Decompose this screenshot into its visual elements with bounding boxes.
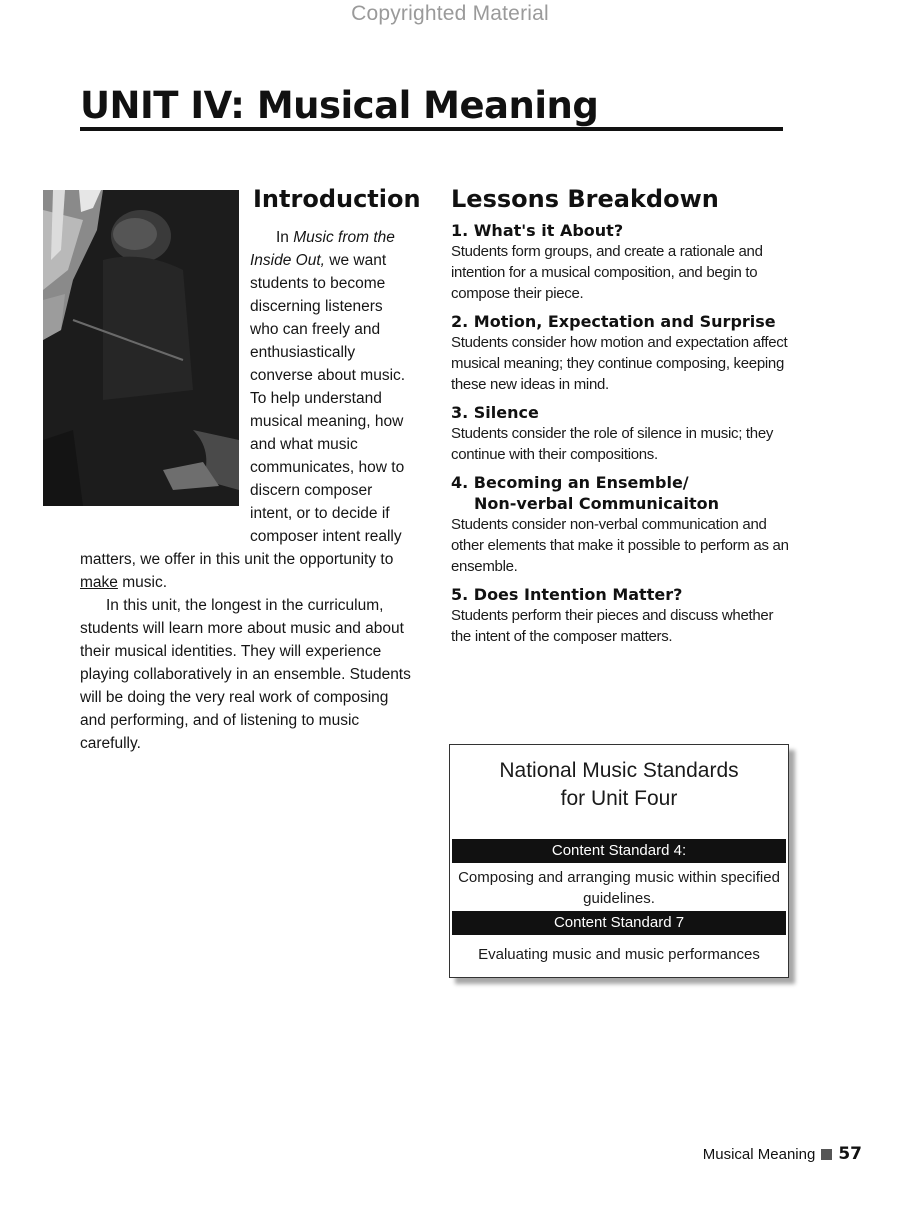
footer-section-title: Musical Meaning (702, 1145, 816, 1163)
lessons-heading: Lessons Breakdown (451, 185, 719, 213)
intro-p1-end: music. (117, 574, 167, 591)
standard-label: Content Standard 4: (452, 839, 786, 863)
page-footer (703, 1144, 862, 1164)
photo-wrap-spacer (80, 224, 250, 546)
lesson-title (451, 311, 791, 332)
square-bullet-icon (821, 1149, 832, 1160)
intro-p1-lead: In (276, 229, 294, 246)
lesson-title (451, 220, 791, 241)
music-standards-box (449, 744, 789, 978)
lesson-item (451, 311, 791, 395)
lesson-title (451, 584, 791, 605)
lesson-description: Students consider non-verbal communication and other elements that make it possible to perform as an ensemble. (451, 516, 789, 575)
lesson-description: Students consider how motion and expectation affect musical meaning; they continue composing, keeping these new ideas in mind. (451, 334, 788, 393)
lesson-item (451, 402, 791, 465)
intro-p1-body: we want students to become discerning listeners who can freely and enthusiastically converse about music. To help understand musical meaning, how and what music communicates, how to discern composer intent, or to decide if composer intent really matters, we offer in this unit the opportunity to (80, 252, 406, 568)
lesson-title-text: 4. Becoming an Ensemble/ (451, 473, 689, 492)
lesson-title-text: 5. Does Intention Matter? (451, 585, 683, 604)
intro-paragraph-2: In this unit, the longest in the curriculum, students will learn more about music and about their musical identities. They will experience playing collaboratively in an ensemble. Students will be doing the very real work of composing and performing, and of listening to music carefully. (80, 597, 411, 752)
unit-title: UNIT IV: Musical Meaning (80, 84, 599, 127)
lessons-section (451, 182, 791, 654)
lesson-description: Students consider the role of silence in music; they continue with their compositions. (451, 425, 774, 463)
lesson-title-text: 2. Motion, Expectation and Surprise (451, 312, 776, 331)
standards-box-title (450, 757, 788, 813)
standards-title-line-1: National Music Standards (499, 759, 739, 782)
introduction-section (80, 182, 421, 755)
introduction-heading: Introduction (253, 185, 421, 213)
lesson-title (451, 402, 791, 423)
lesson-title-continuation: Non-verbal Communicaiton (474, 494, 720, 513)
lesson-title-text: 3. Silence (451, 403, 539, 422)
lesson-item (451, 472, 791, 577)
emphasis-make: make (80, 574, 118, 591)
book-title: Music from the Inside Out, (250, 229, 395, 269)
copyright-watermark: Copyrighted Material (351, 2, 549, 25)
standard-description: Evaluating music and music performances (478, 946, 760, 963)
page-number: 57 (838, 1144, 862, 1164)
standard-label: Content Standard 7 (452, 911, 786, 935)
title-rule (80, 127, 783, 131)
standard-description: Composing and arranging music within specified guidelines. (458, 869, 780, 907)
lesson-item (451, 220, 791, 304)
standards-title-line-2: for Unit Four (560, 787, 678, 810)
lesson-description: Students perform their pieces and discuss whether the intent of the composer matters. (451, 607, 774, 645)
lesson-description: Students form groups, and create a rationale and intention for a musical composition, and begin to compose their piece. (451, 243, 763, 302)
lesson-title-text: 1. What's it About? (451, 221, 624, 240)
lesson-title (451, 472, 791, 514)
lesson-item (451, 584, 791, 647)
introduction-body (80, 226, 415, 755)
